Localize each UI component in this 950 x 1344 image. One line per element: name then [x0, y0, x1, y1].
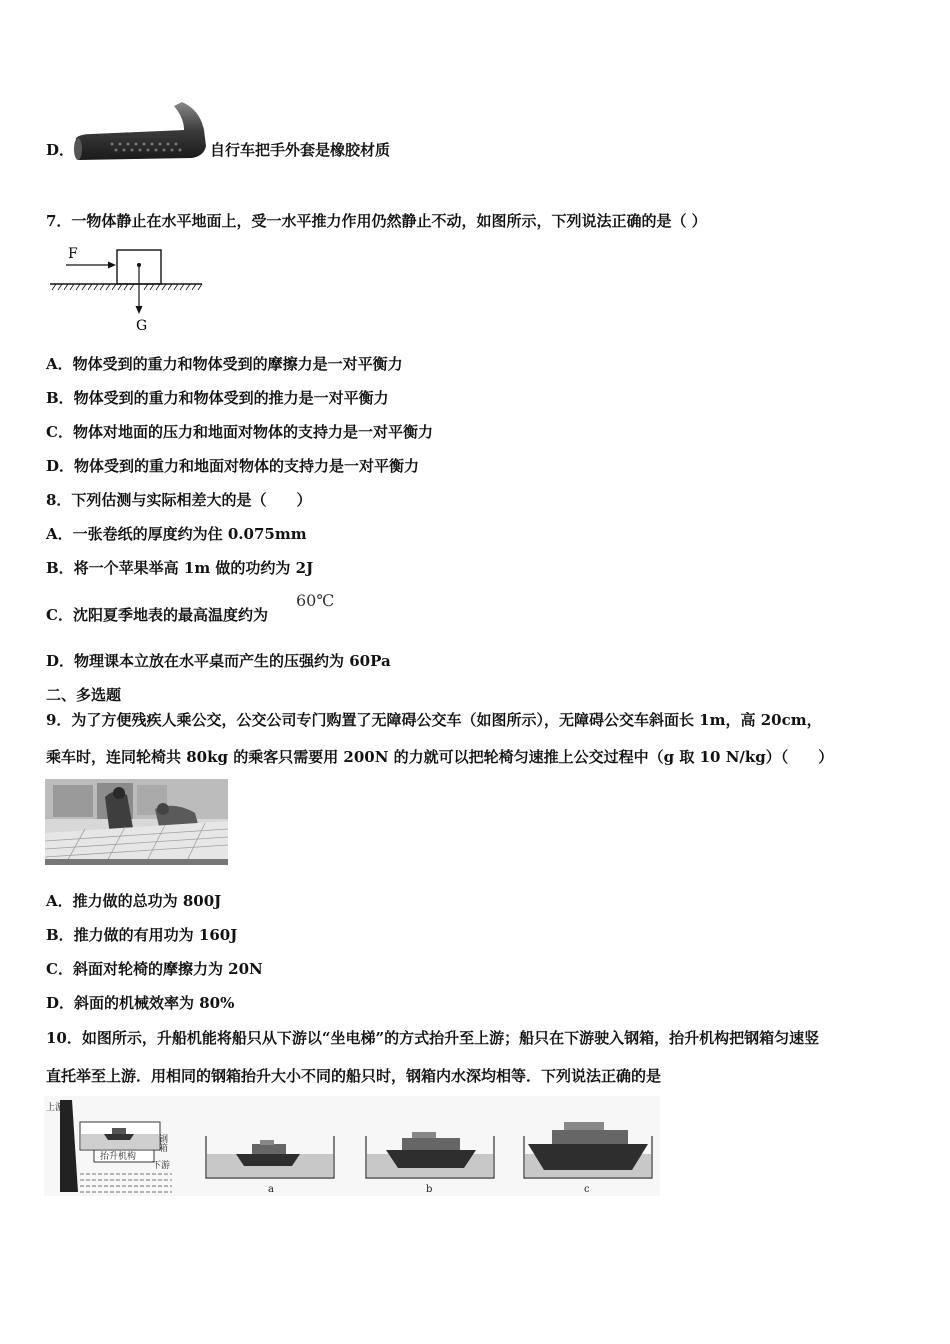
- force-f-label: F: [68, 246, 78, 262]
- bicycle-grip-image: [72, 100, 212, 175]
- q7-stem: 7．一物体静止在水平地面上，受一水平推力作用仍然静止不动，如图所示，下列说法正确的是（ ）: [46, 212, 707, 230]
- q7-option-d: D．物体受到的重力和地面对物体的支持力是一对平衡力: [46, 457, 420, 475]
- q9-option-c: C．斜面对轮椅的摩擦力为 20N: [46, 960, 263, 978]
- q8-option-c: C．沈阳夏季地表的最高温度约为: [46, 606, 268, 624]
- q9-stem-line2: 乘车时，连同轮椅共 80kg 的乘客只需要用 200N 的力就可以把轮椅匀速推上公交过程中（g 取 10 N/kg）（ ）: [46, 748, 834, 766]
- q9-stem-line1: 9．为了方便残疾人乘公交，公交公司专门购置了无障碍公交车（如图所示），无障碍公交车斜面长 1m，高 20cm，: [46, 711, 822, 729]
- q7-option-a: A．物体受到的重力和物体受到的摩擦力是一对平衡力: [46, 355, 403, 373]
- panel-c-label: c: [584, 1184, 590, 1195]
- downstream-label: 下游: [152, 1161, 171, 1171]
- q8-option-d: D．物理课本立放在水平桌而产生的压强约为 60Pa: [46, 652, 391, 670]
- q8-option-a: A．一张卷纸的厚度约为住 0.075mm: [46, 525, 307, 543]
- q8-stem: 8．下列估测与实际相差大的是（ ）: [46, 491, 312, 509]
- panel-a-label: a: [268, 1184, 274, 1195]
- steel-box-label: 钢箱: [157, 1134, 167, 1152]
- section-title: 二、多选题: [46, 686, 122, 704]
- gravity-g-label: G: [136, 318, 148, 332]
- lift-mechanism-label: 抬升机构: [100, 1152, 137, 1162]
- q10-stem-line1: 10．如图所示，升船机能将船只从下游以“坐电梯”的方式抬升至上游；船只在下游驶入钢箱，抬升机构把钢箱匀速竖: [46, 1029, 820, 1047]
- q9-option-d: D．斜面的机械效率为 80%: [46, 994, 235, 1012]
- q8-option-c-value: 60℃: [296, 591, 335, 610]
- q7-option-b: B．物体受到的重力和物体受到的推力是一对平衡力: [46, 389, 389, 407]
- accessible-bus-photo: [45, 779, 228, 865]
- q6-option-d-label: D．: [46, 141, 75, 159]
- q6-option-d-text: 自行车把手外套是橡胶材质: [210, 141, 391, 159]
- q10-stem-line2: 直托举至上游．用相同的钢箱抬升大小不同的船只时，钢箱内水深均相等．下列说法正确的是: [46, 1067, 662, 1085]
- q8-option-b: B．将一个苹果举高 1m 做的功约为 2J: [46, 559, 314, 577]
- q7-force-diagram: [46, 242, 210, 332]
- q9-option-a: A．推力做的总功为 800J: [46, 892, 222, 910]
- panel-b-label: b: [426, 1184, 433, 1195]
- upstream-label: 上游: [46, 1103, 65, 1113]
- q9-option-b: B．推力做的有用功为 160J: [46, 926, 238, 944]
- ship-lift-diagram: [44, 1096, 660, 1196]
- q7-option-c: C．物体对地面的压力和地面对物体的支持力是一对平衡力: [46, 423, 433, 441]
